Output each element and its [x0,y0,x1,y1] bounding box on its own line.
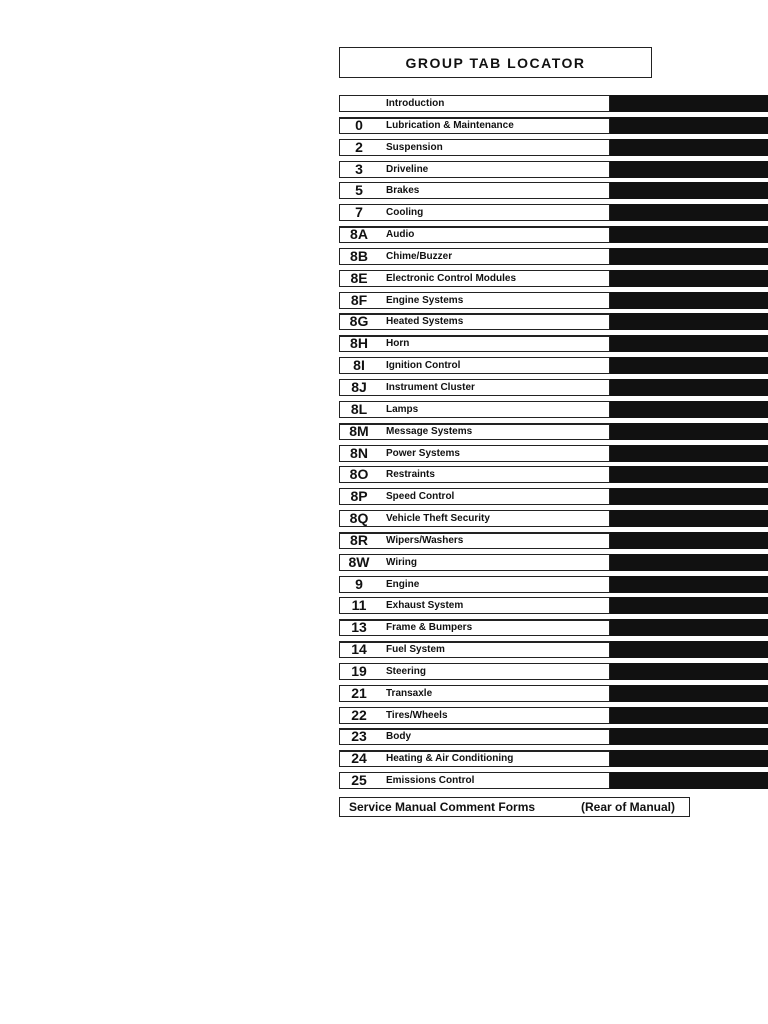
tab-marker [610,619,768,636]
group-label: Wipers/Washers [386,534,464,546]
group-number: 8R [350,531,368,548]
tab-marker [610,597,768,614]
tab-marker [610,204,768,221]
group-number: 2 [355,138,363,155]
comment-forms-row[interactable] [339,797,690,817]
row-frame [339,292,610,309]
tab-marker [610,750,768,767]
group-row[interactable] [339,161,768,178]
group-row[interactable] [339,488,768,505]
group-label: Speed Control [386,491,455,503]
group-label: Steering [386,665,427,677]
group-label: Power Systems [386,447,460,459]
group-number [339,95,379,112]
group-number: 8P [350,488,368,505]
group-row[interactable] [339,335,768,352]
tab-marker [610,379,768,396]
group-tab-list [339,95,768,794]
group-number: 8H [350,335,368,352]
group-label: Fuel System [386,644,445,656]
group-label: Message Systems [386,425,473,437]
row-frame [339,182,610,199]
group-row[interactable] [339,619,768,636]
group-number: 8E [350,269,368,286]
group-label: Introduction [386,98,445,109]
group-label: Horn [386,338,410,350]
group-row[interactable] [339,445,768,462]
group-row[interactable] [339,532,768,549]
row-frame [339,728,610,745]
tab-marker [610,95,768,112]
tab-marker [610,401,768,418]
group-tab-locator-title: GROUP TAB LOCATOR [339,47,652,78]
tab-marker [610,357,768,374]
group-number: 22 [351,706,367,723]
group-number: 8I [353,357,365,374]
group-row[interactable] [339,292,768,309]
group-row[interactable] [339,685,768,702]
group-number: 8N [350,444,368,461]
group-row[interactable] [339,401,768,418]
row-frame [339,95,610,112]
row-frame [339,445,610,462]
group-row[interactable] [339,182,768,199]
group-number: 7 [355,204,363,221]
tab-marker [610,466,768,483]
tab-marker [610,707,768,724]
group-label: Vehicle Theft Security [386,513,490,525]
group-row[interactable] [339,313,768,330]
group-label: Tires/Wheels [386,709,448,721]
row-frame [339,707,610,724]
group-number: 23 [351,728,367,745]
row-frame [339,772,610,789]
group-label: Suspension [386,141,443,153]
comment-forms-location: (Rear of Manual) [581,800,676,814]
tab-marker [610,117,768,134]
row-frame [339,641,610,658]
tab-marker [610,226,768,243]
group-number: 19 [351,662,367,679]
group-row[interactable] [339,663,768,680]
group-row[interactable] [339,576,768,593]
group-number: 24 [351,750,367,767]
row-frame [339,685,610,702]
tab-marker [610,488,768,505]
row-frame [339,335,610,352]
group-label: Transaxle [386,687,433,699]
group-label: Restraints [386,469,435,481]
group-row[interactable] [339,707,768,724]
row-frame [339,466,610,483]
group-row[interactable] [339,772,768,789]
group-label: Cooling [386,207,424,219]
group-label: Electronic Control Modules [386,272,517,284]
tab-marker [610,313,768,330]
row-frame [339,532,610,549]
group-label: Audio [386,229,415,241]
group-row[interactable] [339,226,768,243]
tab-marker [610,161,768,178]
group-label: Exhaust System [386,600,464,612]
tab-marker [610,270,768,287]
row-frame [339,488,610,505]
group-row[interactable] [339,597,768,614]
group-number: 8W [348,553,370,570]
row-frame [339,313,610,330]
group-label: Lamps [386,403,419,415]
group-number: 9 [355,575,363,592]
group-number: 8B [350,247,368,264]
tab-marker [610,554,768,571]
group-row[interactable] [339,750,768,767]
group-label: Heating & Air Conditioning [386,753,514,765]
row-frame [339,663,610,680]
group-label: Frame & Bumpers [386,622,473,634]
tab-marker [610,663,768,680]
tab-marker [610,772,768,789]
tab-marker [610,335,768,352]
tab-marker [610,423,768,440]
group-label: Heated Systems [386,316,464,328]
group-number: 8O [349,466,369,483]
group-row[interactable] [339,423,768,440]
group-row[interactable] [339,95,768,112]
group-row[interactable] [339,204,768,221]
group-label: Driveline [386,163,429,175]
row-frame [339,619,610,636]
row-frame [339,248,610,265]
tab-marker [610,445,768,462]
row-frame [339,554,610,571]
group-row[interactable] [339,248,768,265]
tab-marker [610,576,768,593]
group-row[interactable] [339,357,768,374]
group-row[interactable] [339,466,768,483]
tab-marker [610,532,768,549]
group-label: Engine Systems [386,294,464,306]
group-label: Lubrication & Maintenance [386,119,514,131]
row-frame [339,357,610,374]
group-number: 8F [350,291,368,308]
group-number: 3 [355,160,363,177]
tab-marker [610,139,768,156]
group-row[interactable] [339,139,768,156]
group-number: 13 [351,619,367,636]
comment-forms-label: Service Manual Comment Forms [349,800,536,814]
group-number: 5 [355,182,363,199]
tab-marker [610,248,768,265]
group-label: Wiring [386,556,418,568]
group-row[interactable] [339,379,768,396]
row-frame [339,576,610,593]
row-frame [339,597,610,614]
row-frame [339,226,610,243]
group-row[interactable] [339,510,768,527]
group-label: Ignition Control [386,360,461,372]
group-label: Engine [386,578,420,590]
group-row[interactable] [339,117,768,134]
group-number: 14 [351,641,367,658]
group-row[interactable] [339,641,768,658]
group-number: 0 [355,116,363,133]
group-number: 8A [350,226,368,243]
group-number: 8Q [349,510,369,527]
row-frame [339,401,610,418]
group-number: 25 [351,772,367,789]
tab-marker [610,510,768,527]
group-row[interactable] [339,554,768,571]
group-number: 11 [351,597,367,614]
group-number: 8L [350,400,368,417]
tab-marker [610,182,768,199]
group-number: 8G [349,313,369,330]
tab-marker [610,641,768,658]
group-label: Body [386,731,411,743]
group-number: 8J [351,378,367,395]
group-label: Chime/Buzzer [386,250,453,262]
tab-marker [610,685,768,702]
group-label: Emissions Control [386,775,475,787]
tab-marker [610,728,768,745]
group-label: Instrument Cluster [386,381,475,393]
row-frame [339,161,610,178]
tab-marker [610,292,768,309]
row-frame [339,423,610,440]
group-row[interactable] [339,728,768,745]
group-number: 8M [349,422,369,439]
row-frame [339,204,610,221]
row-frame [339,139,610,156]
group-row[interactable] [339,270,768,287]
group-label: Brakes [386,185,420,197]
group-number: 21 [351,684,367,701]
